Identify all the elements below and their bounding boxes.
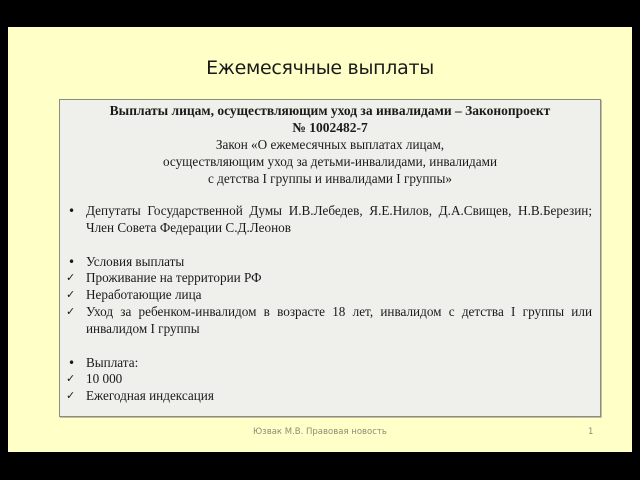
bullet-icon: • bbox=[68, 355, 76, 370]
slide-footer: Юзвак М.В. Правовая новость bbox=[253, 427, 387, 437]
list-item-authors bbox=[66, 203, 592, 237]
content-box bbox=[59, 99, 601, 417]
checkmark-icon: ✓ bbox=[66, 389, 76, 403]
bullet-icon: • bbox=[68, 254, 76, 269]
list-item-text: 10 000 bbox=[86, 371, 123, 387]
law-title-line: с детства I группы и инвалидами I группы» bbox=[208, 170, 452, 186]
list-item-text: Уход за ребенком-инвалидом в возрасте 18 лет, инвалидом с детства I группы или инвалидом I группы bbox=[86, 303, 592, 336]
bill-heading-line2: № 1002482-7 bbox=[292, 119, 368, 135]
checkmark-icon: ✓ bbox=[66, 288, 76, 302]
list-item-conditions bbox=[66, 254, 592, 271]
law-title bbox=[60, 137, 600, 187]
bullet-icon: • bbox=[68, 204, 76, 218]
list-item-text: Выплата: bbox=[86, 354, 139, 370]
checkmark-icon: ✓ bbox=[66, 372, 76, 386]
list-item-residence bbox=[66, 270, 592, 287]
list-item-text: Депутаты Государственной Думы И.В.Лебедев, Я.Е.Нилов, Д.А.Свищев, Н.В.Березин; Член Совета Федерации С.Д.Леонов bbox=[86, 203, 592, 235]
list-item-text: Неработающие лица bbox=[86, 287, 202, 303]
list-item-text: Ежегодная индексация bbox=[86, 388, 214, 404]
law-title-line: Закон «О ежемесячных выплатах лицам, bbox=[215, 137, 445, 152]
bill-heading bbox=[60, 103, 600, 137]
content-list bbox=[66, 203, 592, 405]
list-item-text: Условия выплаты bbox=[86, 253, 185, 269]
checkmark-icon: ✓ bbox=[66, 271, 76, 285]
bill-heading-line1: Выплаты лицам, осуществляющим уход за инвалидами – Законопроект bbox=[109, 103, 551, 118]
law-title-line: осуществляющим уход за детьми-инвалидами, инвалидами bbox=[162, 153, 498, 169]
page-number: 1 bbox=[588, 427, 594, 437]
list-item-care bbox=[66, 304, 592, 338]
slide-title: Ежемесячные выплаты bbox=[206, 57, 434, 79]
list-item-unemployed bbox=[66, 287, 592, 304]
checkmark-icon: ✓ bbox=[66, 304, 76, 318]
list-item-payment bbox=[66, 355, 592, 372]
list-item-indexation bbox=[66, 388, 592, 405]
slide bbox=[8, 27, 632, 452]
list-item-amount bbox=[66, 371, 592, 388]
list-item-text: Проживание на территории РФ bbox=[86, 270, 262, 286]
